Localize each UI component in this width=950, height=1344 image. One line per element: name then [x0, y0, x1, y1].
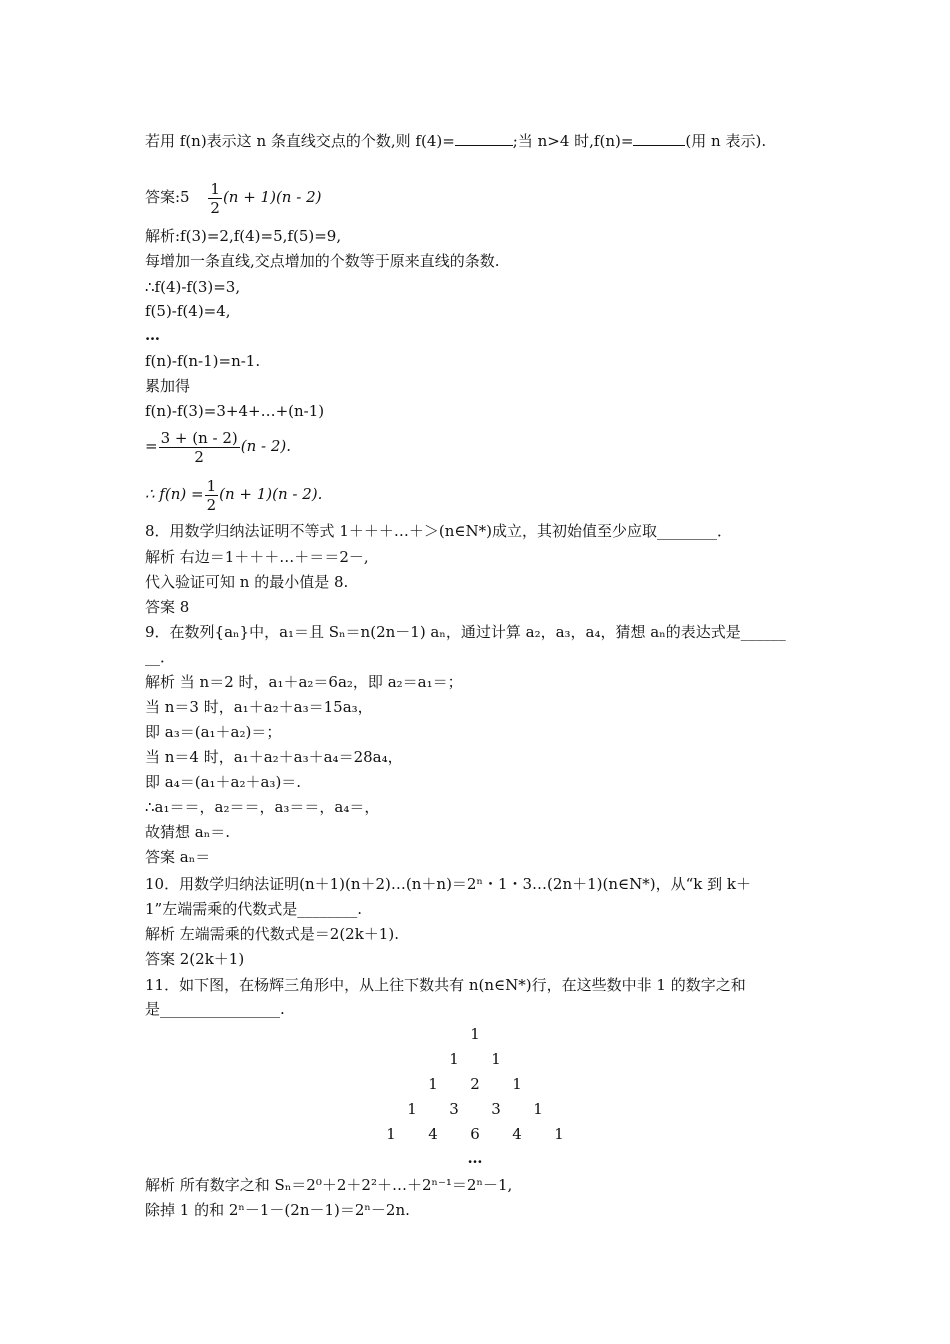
solution-line: 除掉 1 的和 2ⁿ－1－(2n－1)＝2ⁿ－2n. — [145, 1201, 410, 1219]
solution-line: 解析 当 n＝2 时，a₁＋a₂＝6a₂，即 a₂＝a₁＝； — [145, 673, 463, 691]
solution-line: 当 n＝3 时，a₁＋a₂＋a₃＝15a₃， — [145, 698, 373, 716]
pascal-number: 3 — [449, 1100, 459, 1118]
solution-line: 解析:f(3)=2,f(4)=5,f(5)=9, — [145, 227, 342, 245]
fraction: $\frac{1}{2}$ — [206, 476, 217, 514]
solution-line: f(5)-f(4)=4, — [145, 302, 231, 320]
answer-blank — [633, 130, 685, 146]
answer-line: 答案 aₙ＝ — [145, 848, 211, 866]
q7-end: (用 n 表示). — [685, 132, 767, 150]
answer-line: 答案 2(2k＋1) — [145, 950, 245, 968]
question-11: 11．如下图，在杨辉三角形中，从上往下数共有 n(n∈N*)行，在这些数中非 1 的数字之和 — [145, 976, 746, 994]
question-10: 10．用数学归纳法证明(n＋1)(n＋2)…(n＋n)＝2ⁿ・1・3…(2n＋1)(n∈N*)，从“k 到 k＋ — [145, 875, 751, 893]
question-9: 9．在数列{aₙ}中，a₁＝且 Sₙ＝n(2n－1) aₙ，通过计算 a₂，a₃，a₄，猜想 aₙ的表达式是______ — [145, 623, 786, 641]
question-8: 8．用数学归纳法证明不等式 1＋＋＋…＋＞(n∈N*)成立，其初始值至少应取________． — [145, 522, 732, 540]
solution-line: 即 a₃＝(a₁＋a₂)＝； — [145, 723, 282, 741]
fraction: $\frac{3 + (n - 2)}{2}$ — [160, 428, 238, 466]
solution-line: 解析 右边＝1＋＋＋…＋＝＝2－, — [145, 548, 369, 566]
solution-line: 代入验证可知 n 的最小值是 8. — [145, 573, 349, 591]
pascal-number: 1 — [470, 1025, 480, 1043]
pascal-number: 1 — [533, 1100, 543, 1118]
pascal-number: 1 — [512, 1075, 522, 1093]
solution-line: 每增加一条直线,交点增加的个数等于原来直线的条数. — [145, 252, 500, 270]
question-9-cont: __． — [145, 648, 176, 666]
pascal-number: 1 — [449, 1050, 459, 1068]
question-11-cont: 是________________. — [145, 1000, 285, 1018]
question-7-text — [145, 130, 766, 151]
pascal-number: 1 — [407, 1100, 417, 1118]
solution-line: 即 a₄＝(a₁＋a₂＋a₃)＝. — [145, 773, 302, 791]
pascal-ellipsis: … — [467, 1149, 483, 1167]
fraction: $\frac{1}{2}$ — [210, 179, 220, 217]
pascal-number: 4 — [512, 1125, 522, 1143]
answer-label: 答案:5 — [145, 188, 190, 206]
solution-line: ∴a₁＝＝，a₂＝＝，a₃＝＝，a₄＝， — [145, 798, 380, 816]
pascal-number: 1 — [428, 1075, 438, 1093]
solution-line: 故猜想 aₙ＝. — [145, 823, 230, 841]
pascal-number: 3 — [491, 1100, 501, 1118]
answer-blank — [455, 130, 513, 146]
solution-line: 解析 所有数字之和 Sₙ＝2⁰＋2＋2²＋…＋2ⁿ⁻¹＝2ⁿ－1, — [145, 1176, 513, 1194]
solution-line: 当 n＝4 时，a₁＋a₂＋a₃＋a₄＝28a₄， — [145, 748, 403, 766]
pascal-number: 4 — [428, 1125, 438, 1143]
pascal-number: 2 — [470, 1075, 480, 1093]
solution-line: ∴f(4)-f(3)=3, — [145, 278, 241, 296]
solution-ellipsis: … — [145, 326, 160, 344]
solution-line: 解析 左端需乘的代数式是＝2(2k＋1). — [145, 925, 399, 943]
q7-intro: 若用 f(n)表示这 n 条直线交点的个数,则 f(4)= — [145, 132, 455, 150]
formula-line: ∴ f(n) = $\frac{1}{2}$ (n + 1)(n - 2). — [145, 476, 323, 514]
pascal-number: 1 — [491, 1050, 501, 1068]
answer-7 — [145, 178, 321, 217]
pascal-number: 1 — [554, 1125, 564, 1143]
question-10-cont: 1”左端需乘的代数式是________. — [145, 900, 362, 918]
answer-line: 答案 8 — [145, 598, 190, 616]
formula-line: = $\frac{3 + (n - 2)}{2}$ (n - 2). — [145, 428, 292, 466]
solution-line: f(n)-f(n-1)=n-1. — [145, 352, 261, 370]
formula: (n + 1)(n - 2) — [222, 188, 322, 206]
q7-mid: ;当 n>4 时,f(n)= — [512, 132, 634, 150]
pascal-number: 1 — [386, 1125, 396, 1143]
pascal-number: 6 — [470, 1125, 480, 1143]
solution-line: 累加得 — [145, 377, 191, 395]
solution-line: f(n)-f(3)=3+4+…+(n-1) — [145, 402, 325, 420]
